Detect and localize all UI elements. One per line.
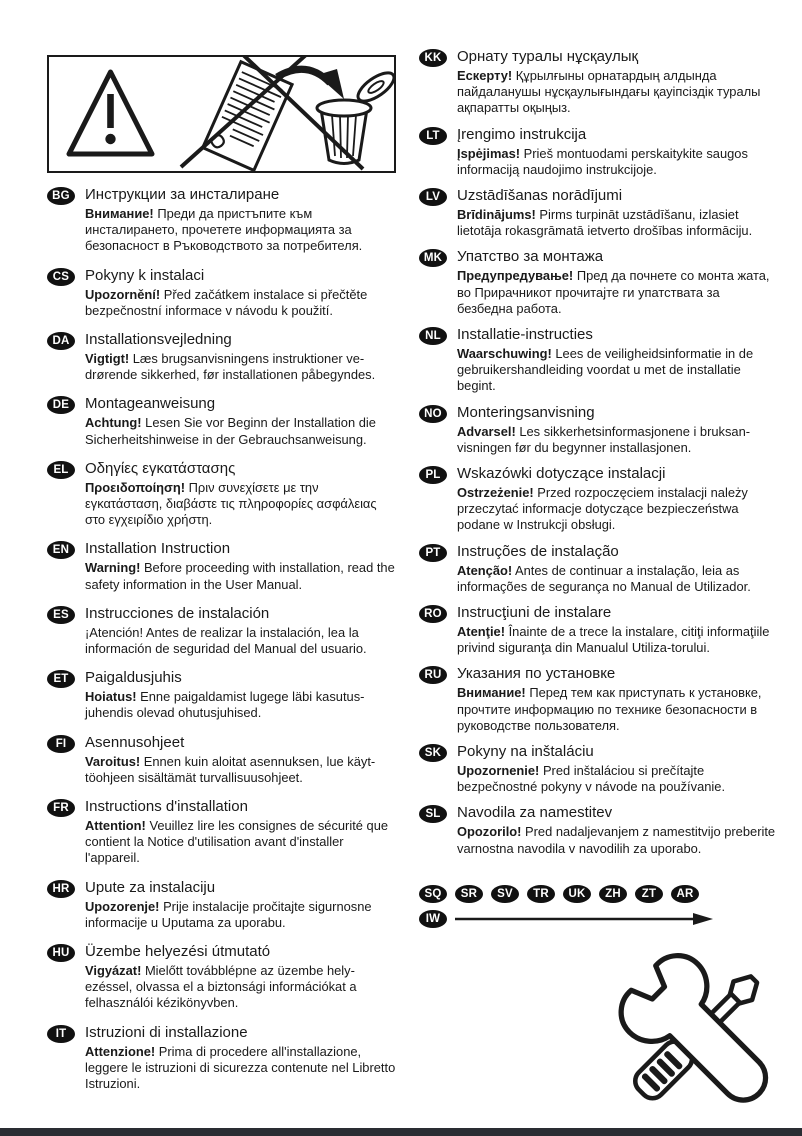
entry-title: Instructions d'installation [85, 798, 248, 816]
entry-warning-word: Opozorilo! [457, 824, 522, 840]
entry-warning-word: Upozornenie! [457, 763, 540, 779]
entry-body: Atenţie! Înainte de a trece la instalare, citiţi informaţiile privind siguranţa din Manualul Utiliza-torului. [457, 624, 770, 656]
page-edge-bar [0, 1128, 802, 1136]
entry-warning-word: Ескерту! [457, 68, 513, 83]
entry-warning-word: Внимание! [85, 206, 154, 221]
entry-body: Įspėjimas! Prieš montuodami perskaitykite saugos informaciją naudojimo instrukcijoje. [457, 145, 748, 177]
entry-warning-word: Achtung! [85, 415, 142, 431]
entry-warning-word: Įspėjimas! [457, 145, 521, 161]
language-badge: FR [47, 799, 75, 817]
language-badge: IT [47, 1025, 75, 1043]
entry-title: Üzembe helyezési útmutató [85, 943, 271, 961]
entry-warning-word: Upozornění! [85, 286, 161, 302]
language-entry-da [47, 331, 396, 383]
entry-title: Pokyny k instalaci [85, 266, 205, 284]
language-entry-nl [419, 326, 777, 395]
right-language-entries [419, 48, 777, 857]
entry-warning-word: Warning! [85, 560, 141, 576]
language-entry-kk [419, 48, 777, 117]
entry-title: Installationsvejledning [85, 331, 232, 349]
entry-title: Uzstādīšanas norādījumi [457, 187, 623, 205]
language-entry-en [47, 540, 396, 592]
entry-body: Attenzione! Prima di procedere all'installazione, leggere le istruzioni di sicurezza contenute nel Libretto Istruzioni. [85, 1043, 396, 1092]
entry-warning-word: Advarsel! [457, 423, 516, 439]
language-badge: LV [419, 188, 447, 206]
language-badge: PL [419, 466, 447, 484]
entry-body: Ескерту! Құрылғыны орнатардың алдында пайдаланушы нұсқаулығындағы қауіпсіздік туралы ақпаратты оқыңыз. [457, 68, 761, 116]
entry-title: Installation Instruction [85, 540, 231, 558]
language-entry-mk [419, 248, 777, 317]
entry-warning-word: Vigyázat! [85, 963, 142, 979]
language-entry-sk [419, 743, 777, 795]
do-not-discard-manual-icon [49, 57, 394, 171]
entry-title: Instruções de instalação [457, 542, 619, 560]
entry-body: Vigyázat! Mielőtt továbblépne az üzembe hely-ezéssel, olvassa el a biztonsági információkat a felhasználói kézikönyvben. [85, 963, 357, 1011]
entry-warning-word: Внимание! [457, 685, 526, 701]
other-languages-row [419, 885, 777, 903]
entry-warning-word: Upozorenje! [85, 898, 160, 914]
entry-body: Внимание! Преди да пристъпите към инсталирането, прочетете информацията за безопасност в Ръководството за потребителя. [85, 206, 363, 254]
entry-title: Asennusohjeet [85, 733, 185, 751]
entry-title: Istruzioni di installazione [85, 1023, 248, 1041]
language-entry-fr [47, 798, 396, 867]
entry-warning-word: Προειδοποίηση! [85, 479, 186, 495]
language-entry-de [47, 395, 396, 447]
language-badge: CS [47, 268, 75, 286]
language-entry-lt [419, 126, 777, 178]
language-entry-hr [47, 879, 396, 931]
entry-body: Предупредување! Пред да почнете со монта жата, во Прирачникот прочитајте ги упатствата за безбедна работа. [457, 268, 770, 316]
language-entry-es [47, 605, 396, 657]
language-entry-pl [419, 465, 777, 534]
language-entry-lv [419, 187, 777, 239]
entry-title: Instrucciones de instalación [85, 604, 270, 622]
language-badge-sr: SR [455, 885, 483, 903]
language-badge: NO [419, 405, 447, 423]
entry-body: Προειδοποίηση! Πριν συνεχίσετε με την εγκατάσταση, διαβάστε τις πληροφορίες ασφάλειας στο εγχειρίδιο χρήστη. [85, 479, 377, 528]
entry-title: Οδηγίες εγκατάστασης [85, 459, 236, 477]
entry-warning-word: Atenţie! [457, 624, 505, 640]
language-badge: RO [419, 605, 447, 623]
entry-title: Pokyny na inštaláciu [457, 743, 594, 761]
language-badge: RU [419, 666, 447, 684]
entry-warning-word: Attenzione! [85, 1043, 156, 1059]
language-entry-bg [47, 186, 396, 255]
left-column [47, 55, 396, 1104]
language-badge-zh: ZH [599, 885, 627, 903]
language-entry-ro [419, 604, 777, 656]
language-badge: FI [47, 735, 75, 753]
language-badge: EL [47, 461, 75, 479]
wrench-screwdriver-icon [612, 945, 787, 1123]
entry-warning-word: ¡Atención! [85, 624, 144, 640]
entry-warning-word: Ostrzeżenie! [457, 485, 534, 501]
entry-body: Attention! Veuillez lire les consignes de sécurité que contient la Notice d'utilisation avant d'installer l'appareil. [85, 818, 389, 866]
entry-body: Внимание! Перед тем как приступать к установке, прочтите информацию по технике безопасности в руководстве пользователя. [457, 685, 762, 733]
language-entry-sl [419, 804, 777, 856]
iw-row [419, 910, 777, 928]
language-badge: ES [47, 606, 75, 624]
entry-body: Opozorilo! Pred nadaljevanjem z namestitvijo preberite varnostna navodila v navodilih za uporabo. [457, 824, 776, 856]
entry-body: Vigtigt! Læs brugsanvisningens instruktioner ve-drørende sikkerhed, før installationen påbegyndes. [85, 351, 376, 383]
entry-body: Upozornenie! Pred inštaláciou si prečítajte bezpečnostné pokyny v návode na používanie. [457, 763, 726, 795]
language-badge-sq: SQ [419, 885, 447, 903]
warning-illustration [47, 55, 396, 173]
language-badge: NL [419, 327, 447, 345]
language-badge: HU [47, 944, 75, 962]
language-badge: BG [47, 187, 75, 205]
entry-body: Brīdinājums! Pirms turpināt uzstādīšanu, izlasiet lietotāja rokasgrāmatā ietverto drošības informāciju. [457, 207, 753, 239]
entry-title: Орнату туралы нұсқаулық [457, 48, 639, 65]
entry-title: Upute za instalaciju [85, 878, 216, 896]
language-entry-pt [419, 543, 777, 595]
entry-title: Указания по установке [457, 665, 616, 683]
entry-body: Warning! Before proceeding with installation, read the safety information in the User Manual. [85, 560, 395, 592]
entry-title: Instrucţiuni de instalare [457, 604, 612, 622]
entry-title: Wskazówki dotyczące instalacji [457, 465, 666, 483]
entry-title: Montageanweisung [85, 395, 216, 413]
language-badge-tr: TR [527, 885, 555, 903]
iw-direction-arrow-icon [455, 912, 713, 926]
entry-body: Upozornění! Před začátkem instalace si přečtěte bezpečnostní informace v návodu k použití. [85, 286, 368, 318]
entry-warning-word: Atenção! [457, 562, 513, 578]
language-entry-hu [47, 943, 396, 1012]
language-badge: EN [47, 541, 75, 559]
installation-tools-illustration [612, 945, 787, 1123]
language-entry-it [47, 1024, 396, 1093]
language-badge-uk: UK [563, 885, 591, 903]
entry-body: Ostrzeżenie! Przed rozpoczęciem instalacji należy przeczytać informacje dotyczące bezpieczeństwa podane w Instrukcji obsługi. [457, 485, 748, 533]
entry-warning-word: Varoitus! [85, 753, 141, 769]
language-badge-ar: AR [671, 885, 699, 903]
language-badge: HR [47, 880, 75, 898]
entry-body: ¡Atención! Antes de realizar la instalación, lea la información de seguridad del Manual del usuario. [85, 624, 367, 657]
language-badge: DE [47, 396, 75, 414]
left-language-entries [47, 186, 396, 1092]
language-badge: DA [47, 332, 75, 350]
entry-body: Hoiatus! Enne paigaldamist lugege läbi kasutus-juhendis olevad ohutusjuhised. [85, 689, 365, 721]
language-badge-iw: IW [419, 910, 447, 928]
entry-title: Paigaldusjuhis [85, 669, 182, 687]
entry-warning-word: Hoiatus! [85, 689, 137, 705]
language-badge: SK [419, 744, 447, 762]
language-entry-et [47, 669, 396, 721]
entry-title: Упатство за монтажа [457, 248, 604, 266]
entry-body: Varoitus! Ennen kuin aloitat asennuksen, lue käyt-töohjeen sisältämät turvallisuusohjeet. [85, 753, 376, 785]
entry-body: Achtung! Lesen Sie vor Beginn der Installation die Sicherheitshinweise in der Gebrauchsanweisung. [85, 415, 376, 447]
entry-title: Monteringsanvisning [457, 403, 595, 421]
language-badge: SL [419, 805, 447, 823]
language-entry-cs [47, 267, 396, 319]
language-entry-fi [47, 734, 396, 786]
language-badge: KK [419, 49, 447, 67]
entry-body: Atenção! Antes de continuar a instalação, leia as informações de segurança no Manual de Utilizador. [457, 562, 751, 594]
entry-title: Инструкции за инсталиране [85, 186, 280, 203]
entry-title: Navodila za namestitev [457, 804, 613, 822]
entry-body: Advarsel! Les sikkerhetsinformasjonene i bruksan-visningen før du begynner installasjonen. [457, 423, 751, 455]
entry-body: Upozorenje! Prije instalacije pročitajte sigurnosne informacije u Uputama za uporabu. [85, 898, 372, 930]
entry-body: Waarschuwing! Lees de veiligheidsinformatie in de gebruikershandleiding voordat u met de installatie begint. [457, 346, 754, 394]
language-entry-el [47, 460, 396, 529]
entry-warning-word: Attention! [85, 818, 146, 834]
entry-title: Įrengimo instrukcija [457, 125, 587, 143]
entry-warning-word: Предупредување! [457, 268, 574, 284]
language-badge-sv: SV [491, 885, 519, 903]
language-entry-no [419, 404, 777, 456]
entry-warning-word: Brīdinājums! [457, 207, 536, 223]
entry-warning-word: Vigtigt! [85, 351, 130, 367]
language-badge: LT [419, 127, 447, 145]
language-entry-ru [419, 665, 777, 734]
entry-warning-word: Waarschuwing! [457, 346, 552, 362]
language-badge: PT [419, 544, 447, 562]
right-column [419, 48, 777, 928]
entry-title: Installatie-instructies [457, 326, 593, 344]
language-badge: MK [419, 249, 447, 267]
language-badge: ET [47, 670, 75, 688]
language-badge-zt: ZT [635, 885, 663, 903]
